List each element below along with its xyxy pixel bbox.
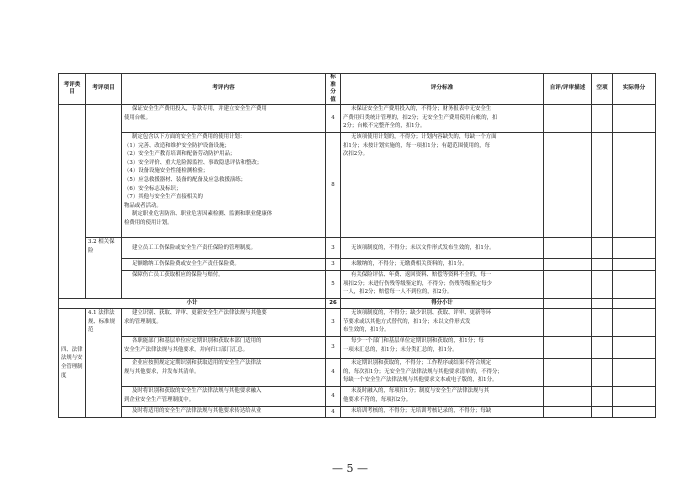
table-row [59,271,656,299]
table-row [59,407,656,418]
actual-score-cell[interactable] [613,133,656,238]
subtotal-label: 小计 [59,299,326,309]
content-cell: 保障伤亡员工获取相应的保险与赔付。 [122,271,326,299]
self-eval-cell[interactable] [544,271,592,299]
self-eval-cell[interactable] [544,259,592,271]
score-cell: 3 [326,337,341,359]
self-eval-cell[interactable] [544,309,592,337]
category-cell: 四、法律法规与安全管理制度 [59,309,86,418]
header-empty-item: 空项 [592,74,613,105]
actual-score-cell[interactable] [613,337,656,359]
empty-item-cell[interactable] [592,259,613,271]
self-eval-cell[interactable] [544,337,592,359]
subtotal-self-eval-cell[interactable] [544,299,592,309]
self-eval-cell[interactable] [544,238,592,259]
item-cell [86,105,122,238]
header-standard: 评分标准 [341,74,544,105]
score-cell: 8 [326,133,341,238]
header-self-eval: 自评/评审描述 [544,74,592,105]
self-eval-cell[interactable] [544,133,592,238]
standard-cell: 无该项制度的，不得分；未以文件形式发布生效的，扣1分。 [341,238,544,259]
header-score: 标准分值 [326,74,341,105]
empty-item-cell[interactable] [592,387,613,407]
table-row [59,238,656,259]
empty-item-cell[interactable] [592,309,613,337]
standard-cell: 未培训考核的，不得分；无培训考核记录的，不得分；每缺 [341,407,544,418]
score-cell: 5 [326,271,341,299]
table-row [59,387,656,407]
table-row [59,309,656,337]
empty-item-cell[interactable] [592,407,613,418]
table-row [59,133,656,238]
standard-cell: 未缴纳的，不得分；无缴费相关资料的，扣1分。 [341,259,544,271]
header-category: 考评类目 [59,74,86,105]
score-cell: 4 [326,105,341,133]
header-row [59,74,656,105]
standard-cell: 未保证安全生产费用投入的，不得分；财务报表中无安全生 产费用归类统计管理的，扣2分；无安全生产费用使用台帐的，扣 2分；台帐不完整齐全的，扣1分。 [341,105,544,133]
standard-cell: 未定期识别和获取的，不得分；工作程序或结果不符合规定 的，每次扣1分；无安全生产法律法规与其他要求清单的，不得分； 每缺一个安全生产法律法规与其他要求文本或电子版的，扣1分。 [341,359,544,387]
empty-item-cell[interactable] [592,133,613,238]
content-cell: 建立员工工伤保险或安全生产责任保险的管理制度。 [122,238,326,259]
actual-score-cell[interactable] [613,407,656,418]
table-row [59,259,656,271]
empty-item-cell[interactable] [592,271,613,299]
self-eval-cell[interactable] [544,407,592,418]
item-cell: 3.2 相关保险 [86,238,122,299]
table-row [59,359,656,387]
actual-score-cell[interactable] [613,359,656,387]
content-cell: 保证安全生产费用投入，专款专用，并建立安全生产费用 使用台帐。 [122,105,326,133]
header-item: 考评项目 [86,74,122,105]
actual-score-cell[interactable] [613,309,656,337]
self-eval-cell[interactable] [544,359,592,387]
empty-item-cell[interactable] [592,105,613,133]
evaluation-table [58,73,656,418]
standard-cell: 无该项制度的，不得分；缺少识别、获取、评审、更新等环 节要求或以其他方式替代的，扣1分；未以文件形式发 布生效的，扣1分。 [341,309,544,337]
subtotal-actual-score-cell[interactable] [613,299,656,309]
actual-score-cell[interactable] [613,271,656,299]
score-cell: 3 [326,309,341,337]
standard-cell: 每少一个部门和基层单位定期识别和获取的，扣1分；每 一项未汇总的，扣1分；未分类汇总的，扣1分。 [341,337,544,359]
score-cell: 4 [326,407,341,418]
actual-score-cell[interactable] [613,238,656,259]
actual-score-cell[interactable] [613,259,656,271]
content-cell: 各职能部门和基层单位应定期识别和获取本部门适用的 安全生产法律法规与其他要求，并向归口部门汇总。 [122,337,326,359]
standard-cell: 无该项使用计划的，不得分；计划内容缺失的，每缺一个方面 扣1分；未按计划实施的，每一项扣1分；有超范围使用的，每 次扣2分。 [341,133,544,238]
header-content: 考评内容 [122,74,326,105]
score-cell: 3 [326,238,341,259]
actual-score-cell[interactable] [613,387,656,407]
subtotal-row [59,299,656,309]
subtotal-empty-item-cell[interactable] [592,299,613,309]
page-number: — 5 — [332,462,368,475]
table-row [59,337,656,359]
empty-item-cell[interactable] [592,359,613,387]
empty-item-cell[interactable] [592,238,613,259]
content-cell: 及时将适用的安全生产法律法规与其他要求传达给从业 [122,407,326,418]
header-actual-score: 实际得分 [613,74,656,105]
content-cell: 企业应按照规定定期识别和获取适用的安全生产法律法 规与其他要求，并发布其清单。 [122,359,326,387]
self-eval-cell[interactable] [544,387,592,407]
content-cell: 建立识别、获取、评审、更新安全生产法律法规与其他要 求的管理制度。 [122,309,326,337]
empty-item-cell[interactable] [592,337,613,359]
table-row [59,105,656,133]
content-cell: 及时将识别和获取的安全生产法律法规与其他要求融入 到企业安全生产管理制度中。 [122,387,326,407]
category-cell [59,105,86,299]
subtotal-label2: 得分小计 [341,299,544,309]
score-cell: 4 [326,387,341,407]
score-cell: 4 [326,359,341,387]
subtotal-score: 26 [326,299,341,309]
self-eval-cell[interactable] [544,105,592,133]
item-cell: 4.1 法律法规、标准规范 [86,309,122,418]
standard-cell: 未及时融入的，每项扣1分；制度与安全生产法律法规与其 他要求不符的，每项扣2分。 [341,387,544,407]
standard-cell: 有关保险评估、年费、返回资料、赔偿等资料不全的，每一 项扣2分；未进行伤残等级鉴定的，不得分；伤残等级鉴定每少 一人，扣2分；赔偿每一人不到位的，扣2分。 [341,271,544,299]
score-cell: 3 [326,259,341,271]
content-cell: 制定包含以下方面的安全生产费用的使用计划： （1）完善、改造和维护安全防护设备设施； （2）安全生产教育培训和配备劳动防护用品； （3）安全评价、重大危险源监控、事故隐患评估和整改； （4）设备设施安全性能检测检验； （5）应急救援器材、装备的配备及应急救援演练； （6）安全标志及标识； （7）其他与安全生产直接相关的 物品或者活动。 制定职业危害防治、职业危害因素检测、监测和职业健康体 检费用的使用计划。 [122,133,326,238]
content-cell: 足额缴纳工伤保险费或安全生产责任保险费。 [122,259,326,271]
actual-score-cell[interactable] [613,105,656,133]
